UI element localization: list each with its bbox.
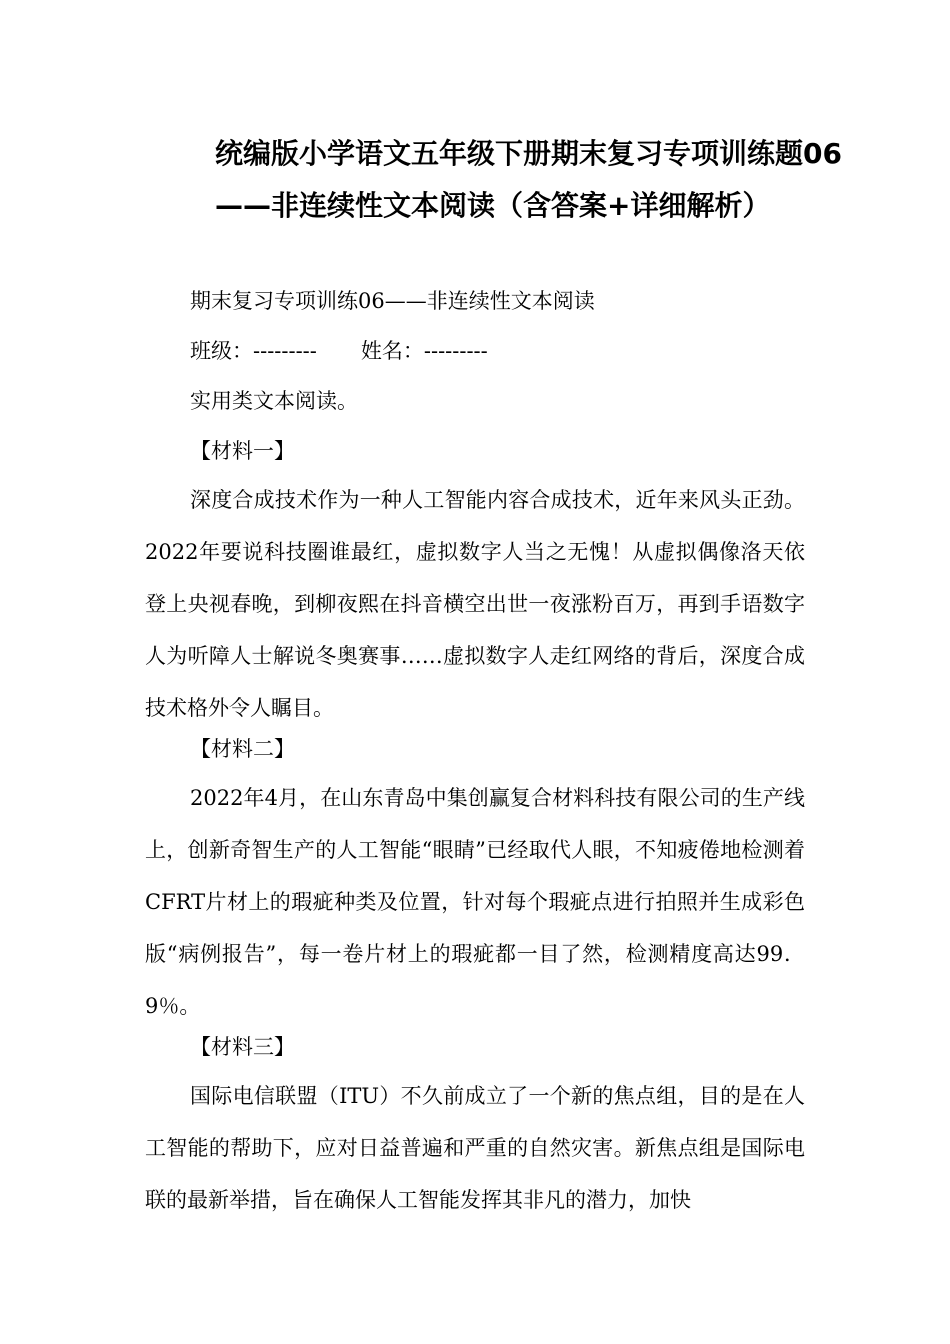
material-3-heading: 【材料三】 xyxy=(190,1035,295,1059)
name-field: 姓名：--------- xyxy=(360,339,488,363)
material-2-heading: 【材料二】 xyxy=(190,737,295,761)
class-field: 班级：--------- xyxy=(190,339,317,363)
instruction-text: 实用类文本阅读。 xyxy=(190,389,358,413)
material-3-paragraph: 国际电信联盟（ITU）不久前成立了一个新的焦点组，目的是在人工智能的帮助下，应对日益普遍和严重的自然灾害。新焦点组是国际电联的最新举措，旨在确保人工智能发挥其非凡的潜力，加快 xyxy=(145,1084,805,1212)
student-info-row xyxy=(190,334,850,368)
material-1-heading: 【材料一】 xyxy=(190,439,295,463)
section-subtitle: 期末复习专项训练06——非连续性文本阅读 xyxy=(190,289,595,313)
document-title-line-2: ——非连续性文本阅读（含答案+详细解析） xyxy=(215,189,771,222)
material-1-paragraph: 深度合成技术作为一种人工智能内容合成技术，近年来风头正劲。2022年要说科技圈谁最红，虚拟数字人当之无愧！从虚拟偶像洛天依登上央视春晚，到柳夜熙在抖音横空出世一夜涨粉百万，再到手语数字人为听障人士解说冬奥赛事……虚拟数字人走红网络的背后，深度合成技术格外令人瞩目。 xyxy=(145,488,805,720)
material-2-paragraph: 2022年4月，在山东青岛中集创赢复合材料科技有限公司的生产线上，创新奇智生产的人工智能“眼睛”已经取代人眼，不知疲倦地检测着CFRT片材上的瑕疵种类及位置，针对每个瑕疵点进行拍照并生成彩色版“病例报告”，每一卷片材上的瑕疵都一目了然，检测精度高达99．9％。 xyxy=(145,786,805,1018)
document-title-line-1: 统编版小学语文五年级下册期末复习专项训练题06 xyxy=(215,137,842,170)
